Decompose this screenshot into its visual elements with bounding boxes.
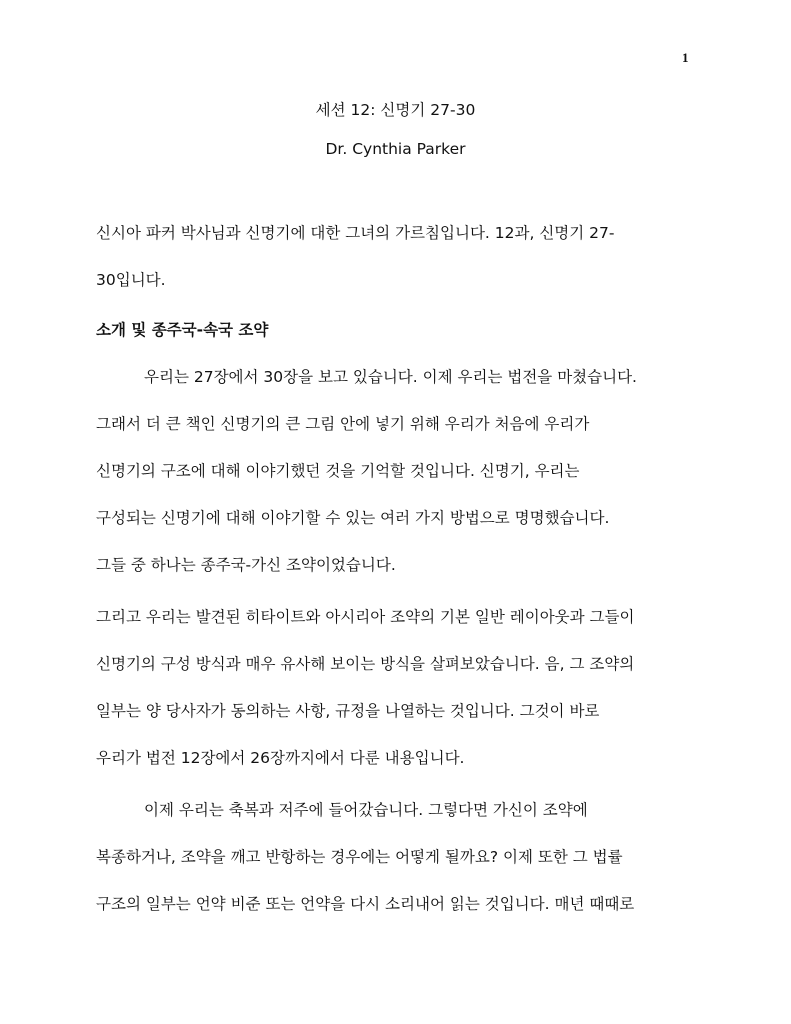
paragraph-line: 구조의 일부는 언약 비준 또는 언약을 다시 소리내어 읽는 것입니다. 매년 때때로 — [96, 895, 635, 913]
document-title: 세션 12: 신명기 27-30 — [315, 101, 476, 119]
intro-line: 30입니다. — [96, 271, 166, 289]
intro-line: 신시아 파커 박사님과 신명기에 대한 그녀의 가르침입니다. 12과, 신명기 27- — [96, 224, 615, 242]
page-number: 1 — [682, 50, 689, 65]
paragraph-line: 신명기의 구조에 대해 이야기했던 것을 기억할 것입니다. 신명기, 우리는 — [96, 462, 580, 480]
paragraph-line: 우리는 27장에서 30장을 보고 있습니다. 이제 우리는 법전을 마쳤습니다. — [144, 368, 637, 386]
paragraph-line: 그리고 우리는 발견된 히타이트와 아시리아 조약의 기본 일반 레이아웃과 그들이 — [96, 608, 635, 626]
paragraph-line: 일부는 양 당사자가 동의하는 사항, 규정을 나열하는 것입니다. 그것이 바로 — [96, 702, 600, 720]
paragraph-line: 우리가 법전 12장에서 26장까지에서 다룬 내용입니다. — [96, 749, 465, 767]
section-heading: 소개 및 종주국-속국 조약 — [96, 321, 269, 339]
document-author: Dr. Cynthia Parker — [325, 140, 466, 158]
paragraph-line: 그들 중 하나는 종주국-가신 조약이었습니다. — [96, 556, 396, 574]
paragraph-line: 복종하거나, 조약을 깨고 반항하는 경우에는 어떻게 될까요? 이제 또한 그 법률 — [96, 848, 623, 866]
paragraph-line: 신명기의 구성 방식과 매우 유사해 보이는 방식을 살펴보았습니다. 음, 그 조약의 — [96, 655, 635, 673]
paragraph-line: 구성되는 신명기에 대해 이야기할 수 있는 여러 가지 방법으로 명명했습니다. — [96, 509, 610, 527]
document-body — [96, 210, 716, 928]
paragraph-line: 이제 우리는 축복과 저주에 들어갔습니다. 그렇다면 가신이 조약에 — [144, 801, 588, 819]
paragraph-line: 그래서 더 큰 책인 신명기의 큰 그림 안에 넣기 위해 우리가 처음에 우리가 — [96, 415, 590, 433]
